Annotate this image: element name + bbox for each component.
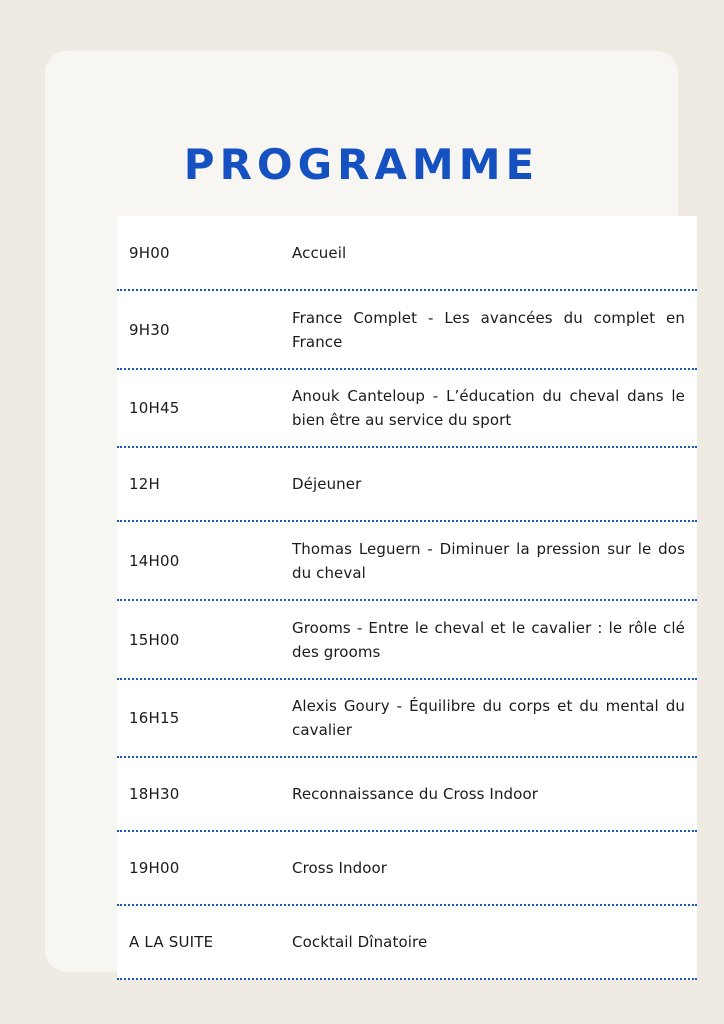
table-row — [117, 291, 697, 370]
description-cell: Cross Indoor — [292, 859, 388, 877]
page-title: PROGRAMME — [183, 140, 540, 189]
description-cell: Accueil — [292, 243, 347, 262]
time-cell: 19H00 — [129, 859, 180, 877]
time-cell: 9H00 — [129, 243, 170, 262]
description-cell: Cocktail Dînatoire — [292, 933, 428, 951]
time-cell: 15H00 — [129, 630, 180, 649]
time-cell: 16H15 — [129, 709, 180, 727]
description-cell: Reconnaissance du Cross Indoor — [292, 785, 539, 803]
description-cell: Alexis Goury - Équilibre du corps et du mental du cavalier — [292, 697, 685, 739]
time-cell: 9H30 — [129, 320, 170, 339]
table-row — [117, 601, 697, 680]
description-cell: Grooms - Entre le cheval et le cavalier : le rôle clé des grooms — [292, 618, 685, 661]
time-cell: 14H00 — [129, 551, 180, 570]
time-cell: 12H — [129, 475, 160, 493]
time-cell: 18H30 — [129, 785, 180, 803]
table-row — [117, 758, 697, 832]
table-row — [117, 906, 697, 980]
schedule-table — [117, 216, 697, 980]
description-cell: Anouk Canteloup - L’éducation du cheval dans le bien être au service du sport — [292, 387, 685, 429]
description-cell: France Complet - Les avancées du complet en France — [292, 308, 685, 351]
table-row — [117, 448, 697, 522]
programme-card — [45, 51, 685, 972]
description-cell: Déjeuner — [292, 475, 362, 493]
table-row — [117, 522, 697, 601]
table-row — [117, 680, 697, 758]
time-cell: A LA SUITE — [129, 933, 214, 951]
time-cell: 10H45 — [129, 399, 180, 417]
table-row — [117, 370, 697, 448]
table-row — [117, 216, 697, 291]
description-cell: Thomas Leguern - Diminuer la pression sur le dos du cheval — [292, 539, 685, 582]
table-row — [117, 832, 697, 906]
